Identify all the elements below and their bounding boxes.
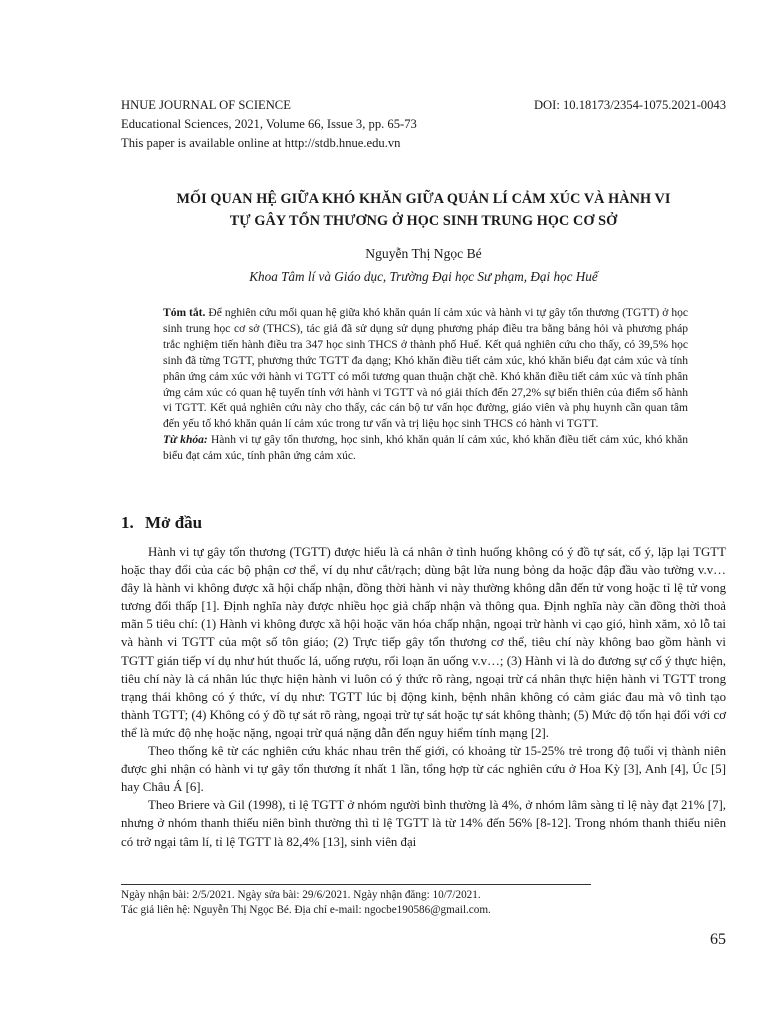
author-name: Nguyễn Thị Ngọc Bé — [365, 246, 482, 261]
title-line: MỐI QUAN HỆ GIỮA KHÓ KHĂN GIỮA QUẢN LÍ CẢM XÚC VÀ HÀNH VI — [176, 191, 671, 207]
footnote-dates: Ngày nhận bài: 2/5/2021. Ngày sửa bài: 29/6/2021. Ngày nhận đăng: 10/7/2021. — [121, 889, 481, 901]
issue-info: Educational Sciences, 2021, Volume 66, Issue 3, pp. 65-73 — [121, 117, 417, 131]
paper-title — [121, 188, 726, 232]
abstract-block — [163, 306, 688, 465]
section-number: 1. — [121, 513, 134, 532]
section-title: Mở đầu — [145, 513, 203, 532]
keywords-label: Từ khóa: — [163, 434, 208, 447]
author-affiliation: Khoa Tâm lí và Giáo dục, Trường Đại học Sư phạm, Đại học Huế — [249, 269, 598, 284]
footnote-contact: Tác giả liên hệ: Nguyễn Thị Ngọc Bé. Địa chỉ e-mail: ngocbe190586@gmail.com. — [121, 904, 491, 916]
footnote-divider — [121, 884, 591, 885]
paragraph: Theo thống kê từ các nghiên cứu khác nhau trên thế giới, có khoảng từ 15-25% trẻ trong độ tuổi vị thành niên được ghi nhận có hành vi tự gây tổn thương ít nhất 1 lần, tổng hợp từ các nghiên cứu ở Hoa Kỳ [3], Anh [4], Úc [5] hay Châu Á [6]. — [121, 744, 726, 795]
footnotes — [121, 888, 726, 918]
journal-header — [121, 96, 726, 153]
abstract-text: Để nghiên cứu mối quan hệ giữa khó khăn quản lí cảm xúc và hành vi tự gây tổn thương (TGTT) ở học sinh trung học cơ sở (THCS), tác giả đã sử dụng sử dụng phương pháp điều tra bằng bảng hỏi và phương pháp trắc nghiệm tiến hành điều tra 347 học sinh THCS ở thành phố Huế. Kết quả nghiên cứu cho thấy, có 39,5% học sinh đã từng TGTT, phương thức TGTT đa dạng; Khó khăn điều tiết cảm xúc, khó khăn biểu đạt cảm xúc và tính phân ứng cảm xúc với hành vi TGTT có mối tương quan thuận chặt chẽ. Khó khăn điều tiết cảm xúc và tính phân ứng cảm xúc có quan hệ tuyến tính với hành vi TGTT và nó giải thích đến 27,2% sự biến thiên của điểm số hành vi TGTT. Kết quả nghiên cứu này cho thấy, các cán bộ tư vấn học đường, giáo viên và phụ huynh cần quan tâm đến yếu tố khó khăn quản lí cảm xúc trong tư vấn và trị liệu học sinh THCS có hành vi TGTT. — [163, 307, 688, 431]
journal-name: HNUE JOURNAL OF SCIENCE — [121, 98, 291, 112]
doi-link[interactable]: DOI: 10.18173/2354-1075.2021-0043 — [533, 98, 726, 112]
title-line: TỰ GÂY TỔN THƯƠNG Ở HỌC SINH TRUNG HỌC CƠ SỞ — [229, 213, 618, 229]
availability-note: This paper is available online at http://stdb.hnue.edu.vn — [121, 136, 401, 150]
keywords-text: Hành vi tự gây tổn thương, học sinh, khó khăn quản lí cảm xúc, khó khăn điều tiết cảm xúc, khó khăn biểu đạt cảm xúc, tính phân ứng cảm xúc. — [163, 434, 688, 463]
paragraph: Theo Briere và Gil (1998), tỉ lệ TGTT ở nhóm người bình thường là 4%, ở nhóm lâm sàng tỉ lệ này đạt 21% [7], nhưng ở nhóm thanh thiếu niên bình thường thì tỉ lệ TGTT là từ 14% đến 56% [8-12]. Trong nhóm thanh thiếu niên có trở ngại tâm lí, tỉ lệ TGTT là 82,4% [13], sinh viên đại — [121, 798, 726, 849]
abstract-label: Tóm tắt. — [163, 307, 206, 319]
section-heading — [121, 513, 202, 533]
body-text — [121, 543, 726, 851]
paragraph: Hành vi tự gây tổn thương (TGTT) được hiểu là cá nhân ở tình huống không có ý đồ tự sát, cố ý, lặp lại TGTT hoặc thay đổi của các bộ phận cơ thể, ví dụ như cắt/rạch; dùng bật lửa nung bỏng da hoặc đập đầu vào tường v.v… đây là hành vi không được xã hội chấp nhận, đồng thời hành vi này thường không dẫn đến tử vong hoặc tỉ lệ tử vong tương đối thấp [1]. Định nghĩa này được nhiều học giả chấp nhận và thông qua. Định nghĩa này cần đồng thời thoả mãn 5 tiêu chí: (1) Hành vi không được xã hội hoặc văn hóa chấp nhận, ngoại trừ hành vi cạo gió, hình xăm, xỏ lỗ tai và hành vi TGTT của một số tôn giáo; (2) Trực tiếp gây tổn thương cơ thể, tiêu chí này không bao gồm hành vi TGTT gián tiếp ví dụ như hút thuốc lá, uống rượu, rối loạn ăn uống v.v…; (3) Hành vi là do đương sự cố ý thực hiện, tiêu chí này là cá nhân lúc thực hiện hành vi luôn có ý thức rõ ràng, ngoại trừ cá nhân thực hiện hành vi TGTT trong trạng thái không có ý thức, ví dụ như: TGTT lúc bị động kinh, bệnh nhân không có cảm giác đau mà vô tình tạo thành TGTT; (4) Không có ý đồ tự sát rõ ràng, ngoại trừ tự sát hoặc tự sát không thành; (5) Mức độ tổn hại đối với cơ thể là mức độ nhẹ hoặc nặng, ngoại trừ quá nặng dẫn đến nguy hiểm tính mạng [2]. — [121, 545, 726, 740]
page-number: 65 — [710, 931, 726, 948]
